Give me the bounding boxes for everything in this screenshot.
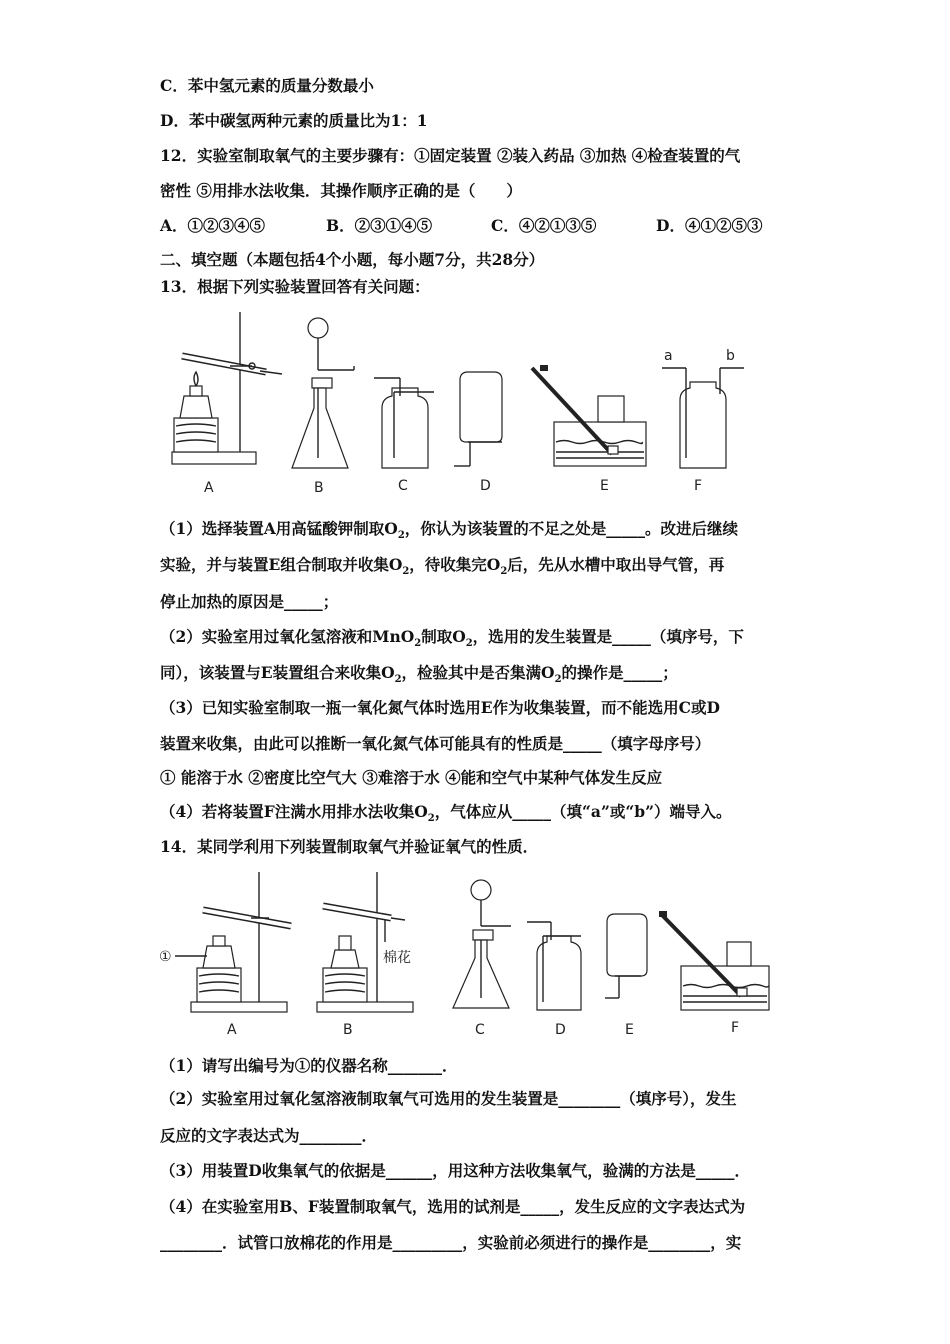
apparatus-e-14 bbox=[605, 914, 647, 998]
apparatus-f-13 bbox=[662, 348, 744, 468]
q14-part4-line2: ________．试管口放棉花的作用是_________，实验前必须进行的操作是________，实 bbox=[160, 1233, 742, 1252]
q14-part3-line: （3）用装置D收集氧气的依据是______，用这种方法收集氧气，验满的方法是_____． bbox=[160, 1161, 750, 1180]
figure-13-apparatus bbox=[160, 308, 760, 500]
label-a-13: A bbox=[204, 480, 214, 496]
apparatus-d-14 bbox=[527, 922, 581, 1010]
question-12-line-1: 12．实验室制取氧气的主要步骤有：①固定装置 ②装入药品 ③加热 ④检查装置的气 bbox=[160, 146, 741, 165]
label-c-13: C bbox=[398, 478, 408, 494]
apparatus-b-13 bbox=[292, 318, 354, 468]
q12-option-c: C．④②①③⑤ bbox=[491, 216, 597, 235]
apparatus-c-14 bbox=[453, 880, 511, 1008]
q13-part3-line1: （3）已知实验室制取一瓶一氧化氮气体时选用E作为收集装置，而不能选用C或D bbox=[160, 698, 720, 717]
cotton-label: 棉花 bbox=[383, 950, 411, 966]
question-12-line-2: 密性 ⑤用排水法收集．其操作顺序正确的是（ ） bbox=[160, 181, 522, 200]
q14-part4-line1: （4）在实验室用B、F装置制取氧气，选用的试剂是_____，发生反应的文字表达式为 bbox=[160, 1197, 746, 1216]
apparatus-d-13 bbox=[454, 372, 502, 466]
question-14-title: 14．某同学利用下列装置制取氧气并验证氧气的性质． bbox=[160, 837, 539, 856]
q13-part1-line1: （1）选择装置A用高锰酸钾制取$O_2$，你认为该装置的不足之处是_____。改进后继续 bbox=[160, 519, 739, 542]
q13-part3-line3: ① 能溶于水 ②密度比空气大 ③难溶于水 ④能和空气中某种气体发生反应 bbox=[160, 768, 663, 787]
q13-part1-line2: 实验，并与装置E组合制取并收集$O_2$，待收集完$O_2$后，先从水槽中取出导气管，再 bbox=[160, 555, 725, 578]
label-b-13: B bbox=[314, 480, 324, 496]
q13-part3-line2: 装置来收集，由此可以推断一氧化氮气体可能具有的性质是_____（填字母序号） bbox=[160, 734, 711, 753]
q14-part1-line: （1）请写出编号为①的仪器名称_______． bbox=[160, 1056, 458, 1075]
apparatus-a-14 bbox=[159, 872, 291, 1012]
label-b-14: B bbox=[343, 1022, 353, 1038]
q13-part1-line3: 停止加热的原因是_____； bbox=[160, 592, 339, 611]
label-f-13: F bbox=[694, 478, 703, 494]
q12-option-d: D．④①②⑤③ bbox=[656, 216, 763, 235]
q13-part2-line2: 同），该装置与E装置组合来收集$O_2$，检验其中是否集满$O_2$的操作是_____； bbox=[160, 663, 678, 686]
figure-14-apparatus bbox=[155, 866, 795, 1042]
label-e-13: E bbox=[600, 478, 609, 494]
tube-b-label: b bbox=[726, 348, 735, 364]
q13-part2-line1: （2）实验室用过氧化氢溶液和MnO$_2$制取$O_2$，选用的发生装置是_____（填序号，下 bbox=[160, 627, 744, 650]
q13-part4-line: （4）若将装置F注满水用排水法收集$O_2$，气体应从_____（填“a”或“b”）端导入。 bbox=[160, 802, 732, 825]
q12-option-b: B．②③①④⑤ bbox=[326, 216, 433, 235]
section-2-heading: 二、填空题（本题包括4个小题，每小题7分，共28分） bbox=[160, 250, 545, 269]
apparatus-c-13 bbox=[374, 378, 434, 468]
apparatus-e-13 bbox=[532, 368, 646, 466]
option-c-line: C．苯中氢元素的质量分数最小 bbox=[160, 76, 374, 95]
question-13-title: 13．根据下列实验装置回答有关问题： bbox=[160, 277, 430, 296]
marker-1: ① bbox=[159, 949, 172, 965]
apparatus-b-14 bbox=[317, 872, 413, 1012]
label-d-14: D bbox=[555, 1022, 566, 1038]
q12-option-a: A．①②③④⑤ bbox=[160, 216, 266, 235]
tube-a-label: a bbox=[664, 348, 673, 364]
apparatus-a-13 bbox=[172, 312, 282, 464]
q14-part2-line1: （2）实验室用过氧化氢溶液制取氧气可选用的发生装置是________（填序号），发生 bbox=[160, 1089, 737, 1108]
label-e-14: E bbox=[625, 1022, 634, 1038]
apparatus-f-14 bbox=[659, 914, 769, 1010]
label-d-13: D bbox=[480, 478, 491, 494]
q14-part2-line2: 反应的文字表达式为________． bbox=[160, 1126, 378, 1145]
label-f-14: F bbox=[731, 1020, 740, 1036]
option-d-line: D．苯中碳氢两种元素的质量比为1：1 bbox=[160, 111, 428, 130]
label-c-14: C bbox=[475, 1022, 485, 1038]
label-a-14: A bbox=[227, 1022, 237, 1038]
